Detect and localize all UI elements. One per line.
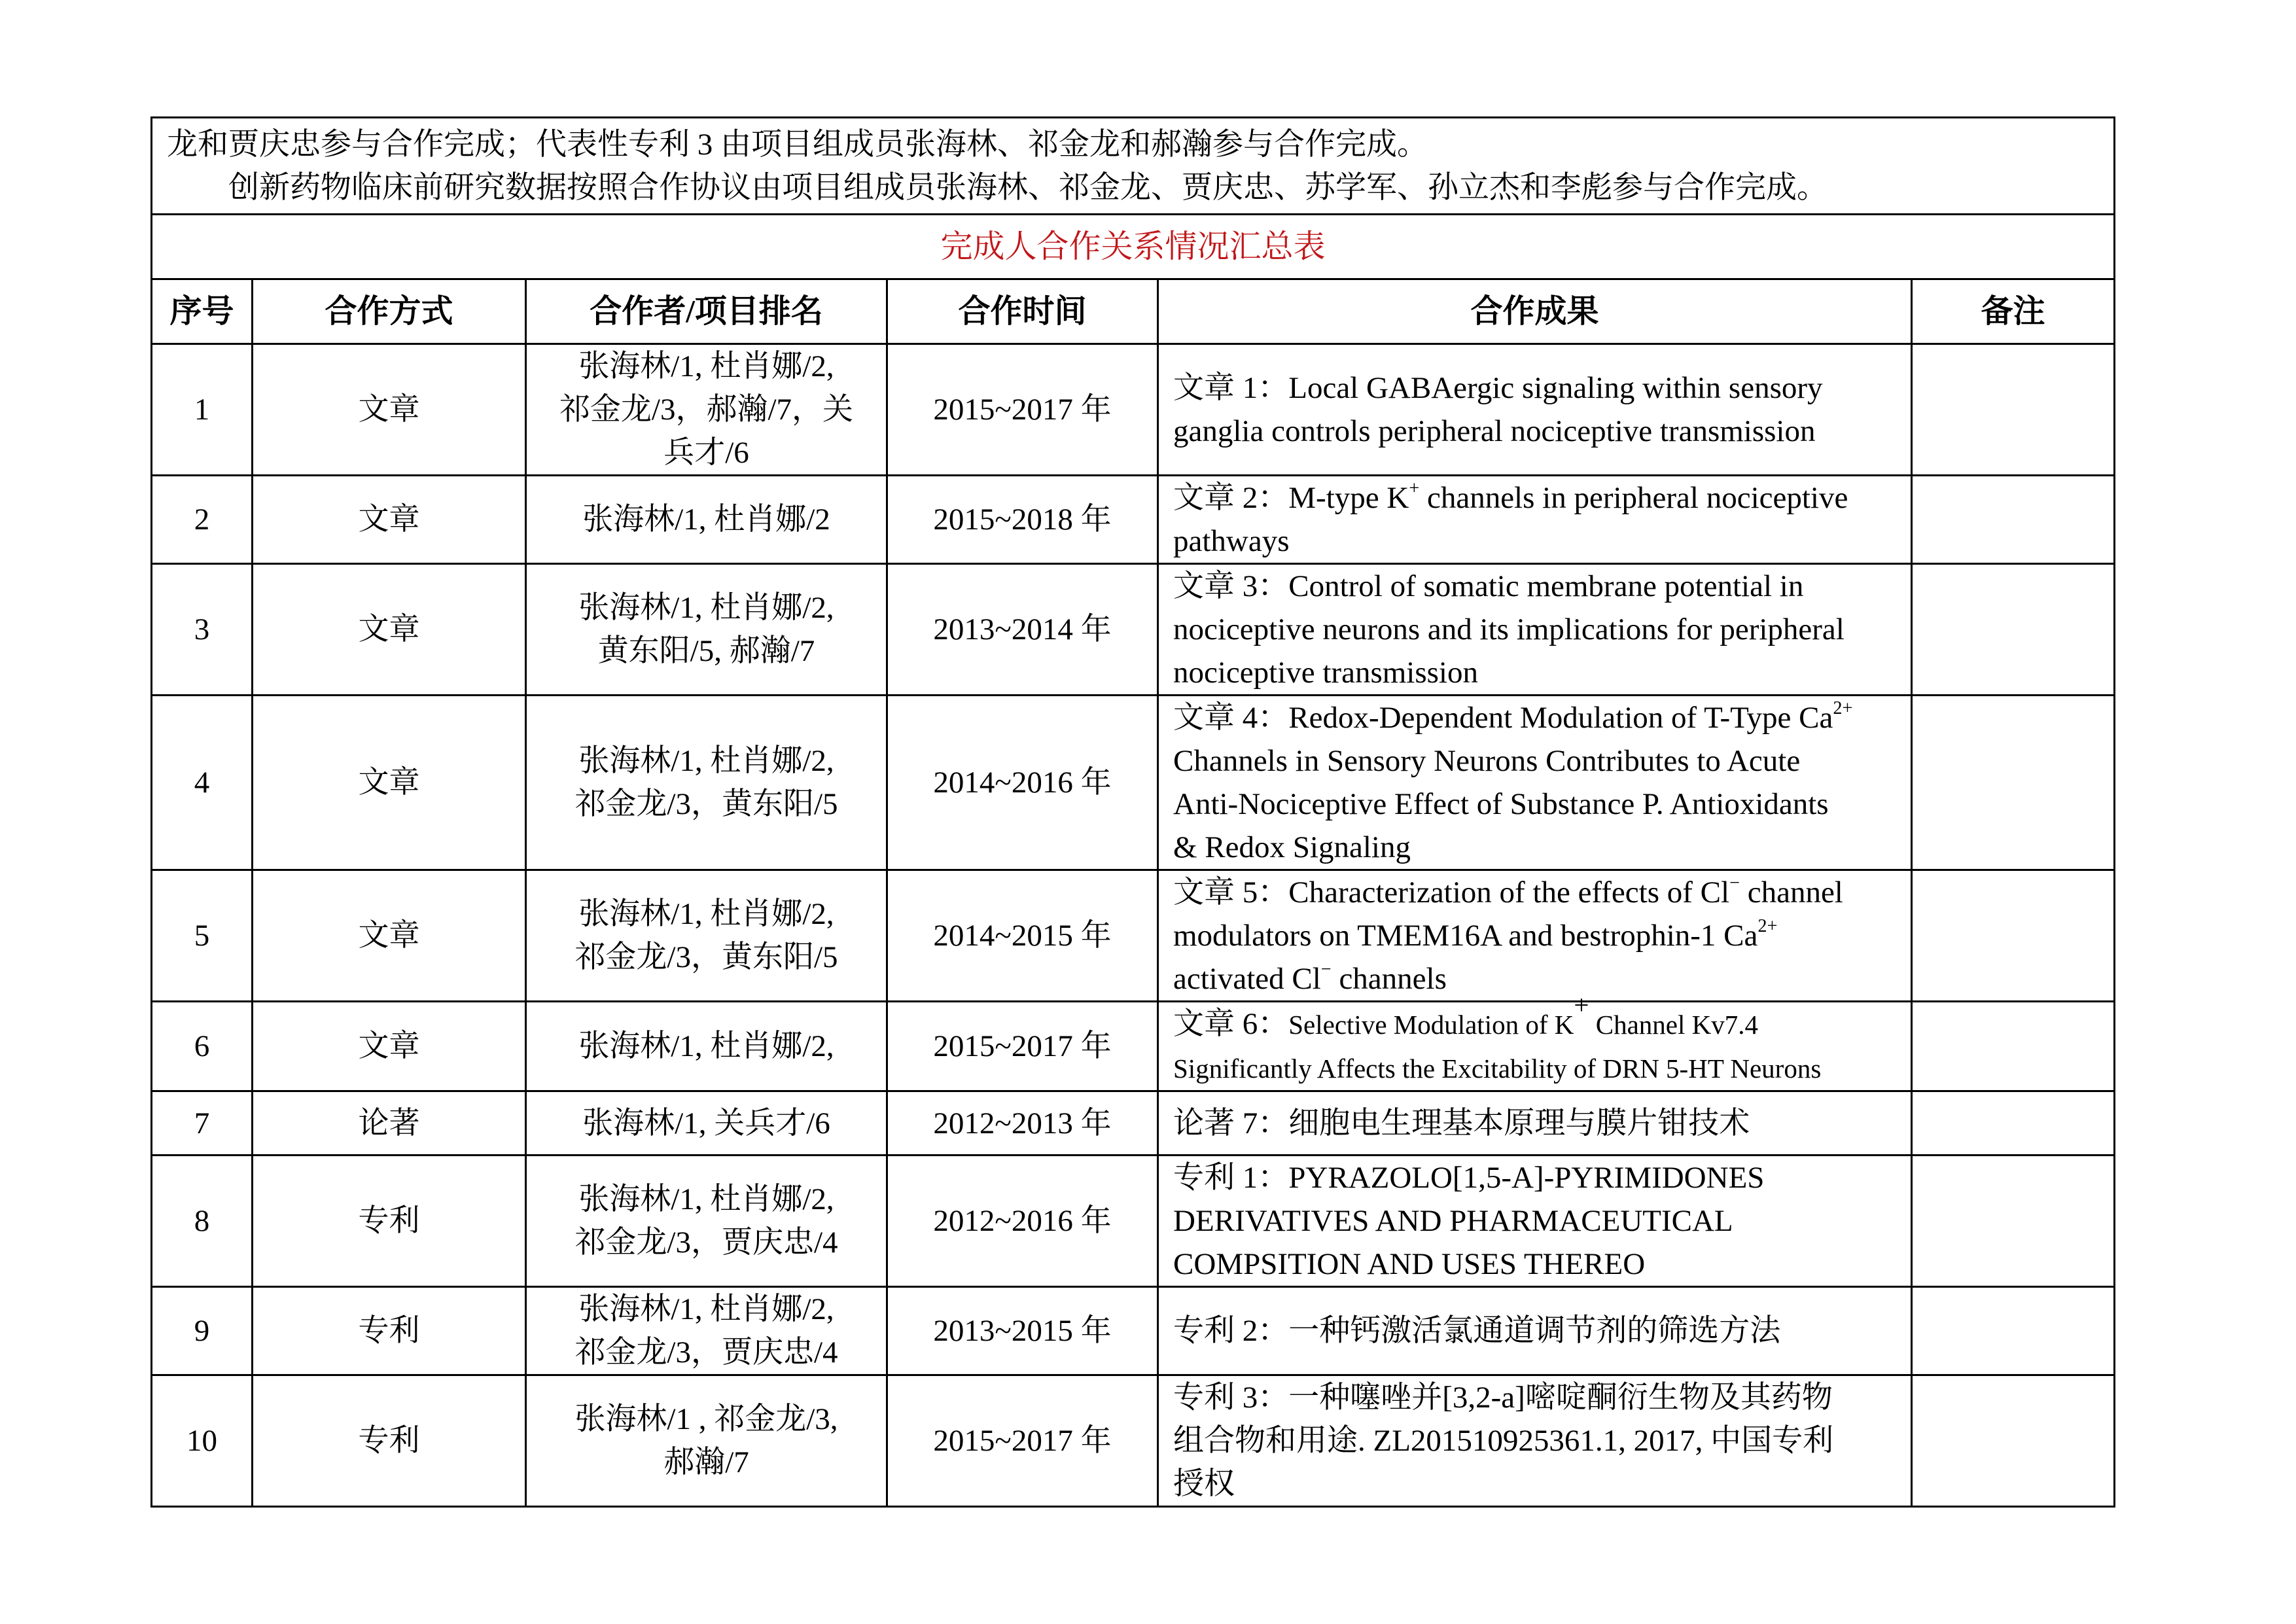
row-no: 4: [152, 696, 253, 870]
row-note: [1912, 476, 2115, 564]
superscript: −: [1320, 959, 1332, 980]
table-title: 完成人合作关系情况汇总表: [152, 215, 2115, 279]
partners-line: 张海林/1, 杜肖娜/2,: [578, 897, 834, 931]
partners-line: 祁金龙/3，贾庆忠/4: [574, 1335, 838, 1369]
header-type: 合作方式: [253, 279, 526, 344]
row-note: [1912, 696, 2115, 870]
result-line: 组合物和用途. ZL201510925361.1, 2017, 中国专利: [1173, 1424, 1834, 1458]
row-type: 文章: [253, 870, 526, 1002]
row-no: 3: [152, 564, 253, 696]
result-line: nociceptive neurons and its implications for peripheral: [1173, 612, 1845, 646]
result-line: 授权: [1173, 1467, 1235, 1501]
row-partners: [526, 1287, 887, 1375]
table-row: [152, 870, 2115, 1002]
result-line: & Redox Signaling: [1173, 830, 1411, 864]
row-result: [1158, 476, 1912, 564]
partners-line: 祁金龙/3，郝瀚/7，关: [559, 393, 854, 427]
result-line: COMPSITION AND USES THEREO: [1173, 1247, 1646, 1281]
partners-line: 兵才/6: [663, 436, 749, 470]
row-partners: [526, 696, 887, 870]
result-line: ganglia controls peripheral nociceptive transmission: [1173, 414, 1816, 448]
row-time: 2012~2013 年: [887, 1091, 1158, 1156]
result-text: 文章 4：Redox-Dependent Modulation of T-Type Ca: [1173, 701, 1833, 735]
result-text: activated Cl: [1173, 962, 1321, 996]
row-partners: [526, 870, 887, 1002]
row-no: 1: [152, 344, 253, 476]
partners-line: 黄东阳/5, 郝瀚/7: [597, 634, 815, 668]
row-note: [1912, 1375, 2115, 1507]
result-text: 文章 5：Characterization of the effects of Cl: [1173, 875, 1730, 909]
row-no: 6: [152, 1002, 253, 1091]
result-text: 文章 2：M-type K: [1173, 481, 1409, 515]
superscript: +: [1409, 478, 1420, 499]
row-time: 2014~2015 年: [887, 870, 1158, 1002]
partners-line: 张海林/1 , 祁金龙/3,: [574, 1402, 838, 1436]
result-line: 文章 1：Local GABAergic signaling within sensory: [1173, 371, 1823, 405]
header-time: 合作时间: [887, 279, 1158, 344]
row-result: [1158, 1287, 1912, 1375]
result-text: channels: [1331, 962, 1447, 996]
table-row: [152, 696, 2115, 870]
result-line: 专利 2：一种钙激活氯通道调节剂的筛选方法: [1173, 1314, 1781, 1348]
row-type: 专利: [253, 1156, 526, 1287]
row-note: [1912, 1091, 2115, 1156]
superscript: 2+: [1833, 697, 1853, 718]
row-type: 专利: [253, 1287, 526, 1375]
result-text: Channel Kv7.4: [1589, 1010, 1758, 1040]
title-row: [152, 215, 2115, 279]
row-partners: [526, 344, 887, 476]
row-note: [1912, 564, 2115, 696]
row-type: 文章: [253, 564, 526, 696]
result-line: DERIVATIVES AND PHARMACEUTICAL: [1173, 1204, 1733, 1238]
row-result: [1158, 989, 1912, 1091]
table-row: [152, 1002, 2115, 1091]
table-row: [152, 1156, 2115, 1287]
row-partners: [526, 1091, 887, 1156]
table-row: [152, 476, 2115, 564]
partners-line: 张海林/1, 杜肖娜/2,: [578, 591, 834, 625]
header-partners: 合作者/项目排名: [526, 279, 887, 344]
row-time: 2014~2016 年: [887, 696, 1158, 870]
partners-line: 张海林/1, 杜肖娜/2,: [578, 349, 834, 383]
result-line: 专利 1：PYRAZOLO[1,5-A]-PYRIMIDONES: [1173, 1161, 1765, 1195]
partners-line: 张海林/1, 杜肖娜/2,: [578, 1029, 834, 1063]
partners-line: 郝瀚/7: [663, 1445, 749, 1479]
row-time: 2013~2014 年: [887, 564, 1158, 696]
result-text: channels in peripheral nociceptive: [1419, 481, 1848, 515]
partners-line: 张海林/1, 杜肖娜/2,: [578, 1292, 834, 1326]
row-no: 10: [152, 1375, 253, 1507]
row-no: 9: [152, 1287, 253, 1375]
partners-line: 祁金龙/3，黄东阳/5: [574, 787, 838, 821]
row-no: 7: [152, 1091, 253, 1156]
superscript: −: [1729, 872, 1740, 893]
partners-line: 祁金龙/3，贾庆忠/4: [574, 1226, 838, 1260]
result-line: 专利 3：一种噻唑并[3,2-a]嘧啶酮衍生物及其药物: [1173, 1381, 1833, 1415]
row-time: 2015~2017 年: [887, 344, 1158, 476]
intro-paragraph: [152, 118, 2115, 215]
result-line: Significantly Affects the Excitability of DRN 5-HT Neurons: [1173, 1053, 1822, 1084]
result-line: pathways: [1173, 524, 1290, 558]
row-note: [1912, 1156, 2115, 1287]
row-time: 2015~2017 年: [887, 1002, 1158, 1091]
row-type: 文章: [253, 344, 526, 476]
row-partners: [526, 1375, 887, 1507]
superscript: +: [1574, 989, 1589, 1020]
result-text: Selective Modulation of K: [1288, 1010, 1574, 1040]
row-time: 2015~2018 年: [887, 476, 1158, 564]
cooperation-table: [150, 116, 2115, 1508]
table-row: [152, 1375, 2115, 1507]
row-type: 文章: [253, 1002, 526, 1091]
row-result: [1158, 1375, 1912, 1507]
row-time: 2012~2016 年: [887, 1156, 1158, 1287]
partners-line: 张海林/1, 杜肖娜/2,: [578, 744, 834, 778]
row-result: [1158, 564, 1912, 696]
intro-line-2: 创新药物临床前研究数据按照合作协议由项目组成员张海林、祁金龙、贾庆忠、苏学军、孙立杰和李彪参与合作完成。: [228, 170, 1828, 205]
table-row: [152, 564, 2115, 696]
intro-line-1: 龙和贾庆忠参与合作完成；代表性专利 3 由项目组成员张海林、祁金龙和郝瀚参与合作完成。: [167, 127, 1428, 162]
row-partners: [526, 476, 887, 564]
result-line: 论著 7：细胞电生理基本原理与膜片钳技术: [1173, 1106, 1750, 1140]
row-result: [1158, 344, 1912, 476]
row-type: 文章: [253, 696, 526, 870]
row-result: [1158, 1091, 1912, 1156]
row-time: 2013~2015 年: [887, 1287, 1158, 1375]
row-type: 论著: [253, 1091, 526, 1156]
table-row: [152, 344, 2115, 476]
result-text: modulators on TMEM16A and bestrophin-1 Ca: [1173, 919, 1758, 953]
row-no: 5: [152, 870, 253, 1002]
table-row: [152, 1287, 2115, 1375]
partners-line: 张海林/1, 杜肖娜/2: [582, 503, 830, 537]
row-partners: [526, 1002, 887, 1091]
header-note: 备注: [1912, 279, 2115, 344]
table-row: [152, 1091, 2115, 1156]
row-note: [1912, 870, 2115, 1002]
row-result: [1158, 1156, 1912, 1287]
result-line: 文章 3：Control of somatic membrane potential in: [1173, 569, 1804, 603]
row-time: 2015~2017 年: [887, 1375, 1158, 1507]
row-no: 2: [152, 476, 253, 564]
header-row: [152, 279, 2115, 344]
row-partners: [526, 564, 887, 696]
result-text: 文章 6：: [1173, 1007, 1289, 1041]
partners-line: 张海林/1, 关兵才/6: [582, 1106, 830, 1140]
row-note: [1912, 1002, 2115, 1091]
result-text: channel: [1739, 875, 1843, 909]
result-line: nociceptive transmission: [1173, 656, 1478, 690]
row-note: [1912, 344, 2115, 476]
superscript: 2+: [1757, 915, 1778, 936]
header-no: 序号: [152, 279, 253, 344]
row-type: 专利: [253, 1375, 526, 1507]
row-no: 8: [152, 1156, 253, 1287]
row-partners: [526, 1156, 887, 1287]
row-result: [1158, 870, 1912, 1002]
header-result: 合作成果: [1158, 279, 1912, 344]
partners-line: 张海林/1, 杜肖娜/2,: [578, 1182, 834, 1216]
row-type: 文章: [253, 476, 526, 564]
result-line: Channels in Sensory Neurons Contributes to Acute: [1173, 744, 1801, 778]
partners-line: 祁金龙/3，黄东阳/5: [574, 940, 838, 974]
row-result: [1158, 696, 1912, 870]
intro-row: [152, 118, 2115, 215]
result-line: Anti-Nociceptive Effect of Substance P. Antioxidants: [1173, 787, 1829, 821]
row-note: [1912, 1287, 2115, 1375]
